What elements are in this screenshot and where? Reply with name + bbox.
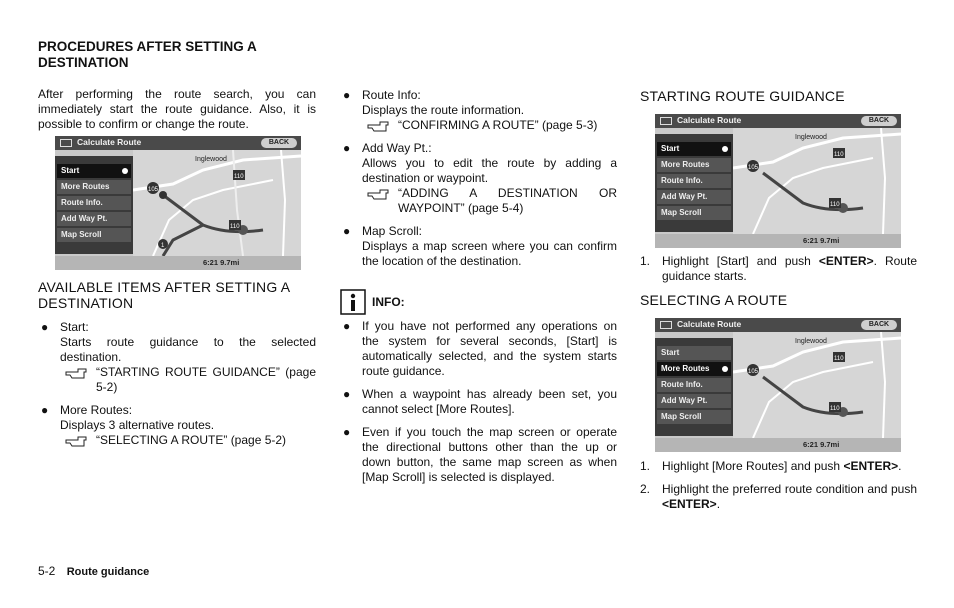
status-bar <box>55 256 301 270</box>
status-bar <box>655 234 901 248</box>
svg-text:110: 110 <box>834 152 844 158</box>
section-name: Route guidance <box>66 566 150 578</box>
item-desc: Displays a map screen where you can confirm the location of the destination. <box>362 239 617 268</box>
item-desc: Displays the route information. <box>362 103 525 117</box>
svg-text:105: 105 <box>148 187 159 193</box>
svg-text:Inglewood: Inglewood <box>795 134 827 141</box>
menu-item-add-way-pt: Add Way Pt. <box>657 190 731 204</box>
status-bar <box>655 438 901 452</box>
item-label: Route Info: <box>362 88 421 102</box>
list-item: ● Even if you touch the map screen or operate the directional buttons other than the up or down button, the same map screen as when [Map Scroll] is selected is displayed. <box>343 425 617 484</box>
footer <box>38 564 149 578</box>
menu-item-map-scroll: Map Scroll <box>657 410 731 424</box>
pointing-hand-icon <box>64 366 88 380</box>
cross-reference: “CONFIRMING A ROUTE” (page 5-3) <box>362 118 617 133</box>
screen-title: Calculate Route <box>677 319 742 329</box>
list-item: ● When a waypoint has already been set, you cannot select [More Routes]. <box>343 387 617 416</box>
menu-item-more-routes: More Routes <box>657 158 731 172</box>
screen-titlebar <box>655 318 901 332</box>
intro-paragraph: After performing the route search, you can immediately start the route guidance. Also, it is possible to confirm or change the route. <box>38 87 316 131</box>
select-steps <box>640 459 917 520</box>
menu-item-route-info: Route Info. <box>657 378 731 392</box>
menu-item-start: Start <box>57 164 131 178</box>
route-icon <box>660 117 672 125</box>
screenshot-start <box>655 114 901 248</box>
back-button: BACK <box>861 320 897 330</box>
list-item: ● More Routes: Displays 3 alternative routes. “SELECTING A ROUTE” (page 5-2) <box>38 403 316 448</box>
screen-title: Calculate Route <box>77 137 142 147</box>
item-desc: Starts route guidance to the selected destination. <box>60 335 316 364</box>
item-desc: Displays 3 alternative routes. <box>60 418 215 432</box>
menu-item-route-info: Route Info. <box>57 196 131 210</box>
screen-titlebar <box>655 114 901 128</box>
cross-reference: “SELECTING A ROUTE” (page 5-2) <box>60 433 316 448</box>
map-view <box>733 332 901 438</box>
status-distance: 6:21 9.7mi <box>803 440 840 449</box>
svg-text:105: 105 <box>748 165 759 171</box>
svg-text:110: 110 <box>234 174 244 180</box>
svg-text:110: 110 <box>230 224 240 230</box>
map-view <box>733 128 901 234</box>
more-items-list <box>340 88 617 277</box>
svg-text:1: 1 <box>161 243 165 249</box>
list-item: ● Add Way Pt.: Allows you to edit the route by adding a destination or waypoint. “ADDING A DESTINATION OR WAYPOINT” (page 5-4) <box>343 141 617 215</box>
item-label: Add Way Pt.: <box>362 141 432 155</box>
list-item: ● Map Scroll: Displays a map screen where you can confirm the location of the destination. <box>343 224 617 268</box>
info-label: INFO: <box>372 295 405 309</box>
menu-item-more-routes: More Routes <box>657 362 731 376</box>
list-item: ● Route Info: Displays the route information. “CONFIRMING A ROUTE” (page 5-3) <box>340 88 617 133</box>
menu-item-start: Start <box>657 142 731 156</box>
status-distance: 6:21 9.7mi <box>203 258 240 267</box>
menu-item-map-scroll: Map Scroll <box>57 228 131 242</box>
item-label: More Routes: <box>60 403 133 417</box>
route-menu <box>55 156 133 254</box>
menu-item-map-scroll: Map Scroll <box>657 206 731 220</box>
list-item: ● If you have not performed any operations on the system for several seconds, [Start] is automatically selected, and the system starts route guidance. <box>343 319 617 378</box>
svg-text:110: 110 <box>834 356 844 362</box>
section-heading: PROCEDURES AFTER SETTING A DESTINATION <box>38 39 257 70</box>
screen-titlebar <box>55 136 301 150</box>
cross-reference: “ADDING A DESTINATION OR WAYPOINT” (page 5-4) <box>362 186 617 216</box>
menu-item-add-way-pt: Add Way Pt. <box>57 212 131 226</box>
item-label: Start: <box>60 320 89 334</box>
available-items-list <box>38 320 316 456</box>
pointing-hand-icon <box>64 434 88 448</box>
svg-text:Inglewood: Inglewood <box>795 338 827 345</box>
selecting-route-heading: SELECTING A ROUTE <box>640 292 788 308</box>
menu-item-start: Start <box>657 346 731 360</box>
svg-text:Inglewood: Inglewood <box>195 156 227 163</box>
route-menu <box>655 134 733 232</box>
list-item: ● Start: Starts route guidance to the selected destination. “STARTING ROUTE GUIDANCE” (page 5-2) <box>41 320 316 394</box>
svg-text:110: 110 <box>830 406 840 412</box>
screen-title: Calculate Route <box>677 115 742 125</box>
info-list <box>340 319 617 493</box>
item-desc: Allows you to edit the route by adding a destination or waypoint. <box>362 156 617 185</box>
route-icon <box>60 139 72 147</box>
starting-route-guidance-heading: STARTING ROUTE GUIDANCE <box>640 88 845 104</box>
available-items-heading: AVAILABLE ITEMS AFTER SETTING A DESTINATION <box>38 279 290 311</box>
step-item: 2. Highlight the preferred route condition and push <ENTER>. <box>640 482 917 511</box>
map-view <box>133 150 301 256</box>
menu-item-add-way-pt: Add Way Pt. <box>657 394 731 408</box>
pointing-hand-icon <box>366 187 390 201</box>
page-number: 5-2 <box>38 564 56 578</box>
screenshot-more-routes <box>655 318 901 452</box>
svg-text:105: 105 <box>748 369 759 375</box>
screenshot-start-selected <box>55 136 301 270</box>
step-item: 1. Highlight [Start] and push <ENTER>. Route guidance starts. <box>640 254 917 283</box>
menu-item-route-info: Route Info. <box>657 174 731 188</box>
back-button: BACK <box>861 116 897 126</box>
cross-reference: “STARTING ROUTE GUIDANCE” (page 5-2) <box>60 365 316 395</box>
start-steps <box>640 254 917 292</box>
status-distance: 6:21 9.7mi <box>803 236 840 245</box>
item-label: Map Scroll: <box>362 224 423 238</box>
back-button: BACK <box>261 138 297 148</box>
pointing-hand-icon <box>366 119 390 133</box>
route-icon <box>660 321 672 329</box>
info-icon <box>340 289 366 315</box>
svg-text:110: 110 <box>830 202 840 208</box>
step-item: 1. Highlight [More Routes] and push <ENTER>. <box>640 459 902 473</box>
menu-item-more-routes: More Routes <box>57 180 131 194</box>
route-menu <box>655 338 733 436</box>
